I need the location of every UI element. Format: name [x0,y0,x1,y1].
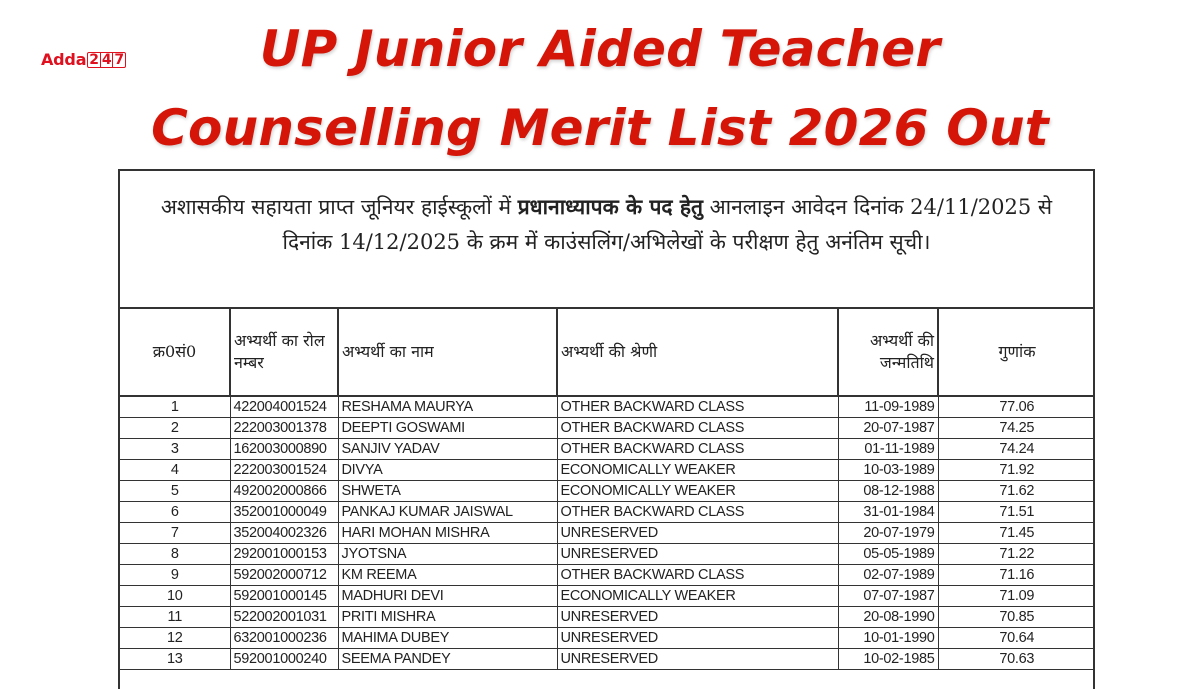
cell-serial: 11 [120,607,230,628]
cell-dob: 10-01-1990 [838,628,938,649]
header-score: गुणांक [938,309,1095,396]
notice-text-bold: प्रधानाध्यापक के पद हेतु [517,194,703,219]
cell-name: HARI MOHAN MISHRA [338,523,557,544]
merit-table [120,309,1095,670]
cell-score: 71.51 [938,502,1095,523]
cell-category: OTHER BACKWARD CLASS [557,418,838,439]
cell-name: SHWETA [338,481,557,502]
cell-score: 74.25 [938,418,1095,439]
cell-name: KM REEMA [338,565,557,586]
cell-roll-number: 422004001524 [230,396,338,418]
cell-name: PRITI MISHRA [338,607,557,628]
cell-roll-number: 492002000866 [230,481,338,502]
cell-serial: 3 [120,439,230,460]
cell-serial: 2 [120,418,230,439]
cell-name: PANKAJ KUMAR JAISWAL [338,502,557,523]
cell-dob: 20-07-1987 [838,418,938,439]
cell-name: MADHURI DEVI [338,586,557,607]
table-row [120,607,1095,628]
merit-list-document [118,169,1095,689]
cell-roll-number: 222003001378 [230,418,338,439]
logo-text: Adda [41,50,87,69]
cell-score: 71.09 [938,586,1095,607]
cell-dob: 02-07-1989 [838,565,938,586]
cell-category: ECONOMICALLY WEAKER [557,460,838,481]
cell-score: 71.45 [938,523,1095,544]
cell-category: UNRESERVED [557,649,838,670]
cell-score: 71.62 [938,481,1095,502]
cell-name: SANJIV YADAV [338,439,557,460]
cell-name: RESHAMA MAURYA [338,396,557,418]
cell-dob: 20-08-1990 [838,607,938,628]
cell-serial: 4 [120,460,230,481]
table-row [120,565,1095,586]
cell-dob: 20-07-1979 [838,523,938,544]
cell-roll-number: 292001000153 [230,544,338,565]
table-row [120,544,1095,565]
cell-dob: 10-02-1985 [838,649,938,670]
cell-serial: 1 [120,396,230,418]
header-dob: अभ्यर्थी की जन्मतिथि [838,309,938,396]
cell-name: DIVYA [338,460,557,481]
cell-serial: 5 [120,481,230,502]
cell-name: SEEMA PANDEY [338,649,557,670]
cell-serial: 7 [120,523,230,544]
cell-category: UNRESERVED [557,523,838,544]
table-row [120,481,1095,502]
header-serial: क्र0सं0 [120,309,230,396]
cell-serial: 10 [120,586,230,607]
table-row [120,439,1095,460]
table-row [120,649,1095,670]
cell-score: 77.06 [938,396,1095,418]
cell-serial: 6 [120,502,230,523]
cell-dob: 01-11-1989 [838,439,938,460]
cell-score: 71.22 [938,544,1095,565]
cell-serial: 8 [120,544,230,565]
header-category: अभ्यर्थी की श्रेणी [557,309,838,396]
cell-serial: 9 [120,565,230,586]
cell-roll-number: 352001000049 [230,502,338,523]
cell-name: MAHIMA DUBEY [338,628,557,649]
table-row [120,586,1095,607]
table-row [120,460,1095,481]
cell-score: 71.16 [938,565,1095,586]
cell-roll-number: 592002000712 [230,565,338,586]
cell-roll-number: 592001000145 [230,586,338,607]
cell-category: UNRESERVED [557,628,838,649]
notice-text-1: अशासकीय सहायता प्राप्त जूनियर हाईस्कूलों में [160,195,518,219]
cell-category: OTHER BACKWARD CLASS [557,502,838,523]
cell-name: JYOTSNA [338,544,557,565]
headline-line-2: Counselling Merit List 2026 Out [151,99,1049,157]
cell-roll-number: 522002001031 [230,607,338,628]
cell-score: 71.92 [938,460,1095,481]
cell-score: 70.63 [938,649,1095,670]
cell-roll-number: 632001000236 [230,628,338,649]
cell-dob: 10-03-1989 [838,460,938,481]
cell-score: 70.64 [938,628,1095,649]
cell-category: UNRESERVED [557,544,838,565]
cell-roll-number: 162003000890 [230,439,338,460]
notice-heading [120,171,1093,309]
cell-category: OTHER BACKWARD CLASS [557,439,838,460]
cell-dob: 31-01-1984 [838,502,938,523]
cell-category: OTHER BACKWARD CLASS [557,565,838,586]
cell-dob: 05-05-1989 [838,544,938,565]
cell-dob: 08-12-1988 [838,481,938,502]
notice-text-2: आनलाइन आवेदन दिनांक 24/11/2025 से दिनांक 14/12/2025 के क्रम में काउंसलिंग/अभिलेखों के परीक्षण हेतु अनंतिम सूची। [282,195,1053,254]
cell-score: 74.24 [938,439,1095,460]
table-row [120,418,1095,439]
header-name: अभ्यर्थी का नाम [338,309,557,396]
cell-dob: 07-07-1987 [838,586,938,607]
cell-category: ECONOMICALLY WEAKER [557,586,838,607]
table-row [120,523,1095,544]
cell-category: ECONOMICALLY WEAKER [557,481,838,502]
table-header-row [120,309,1095,396]
logo-digits: 2 4 7 [89,51,124,68]
table-row [120,396,1095,418]
cell-category: UNRESERVED [557,607,838,628]
cell-roll-number: 592001000240 [230,649,338,670]
headline-line-1: UP Junior Aided Teacher [259,20,941,78]
cell-category: OTHER BACKWARD CLASS [557,396,838,418]
table-row [120,628,1095,649]
header-roll-number: अभ्यर्थी का रोल नम्बर [230,309,338,396]
cell-serial: 12 [120,628,230,649]
cell-roll-number: 222003001524 [230,460,338,481]
cell-roll-number: 352004002326 [230,523,338,544]
cell-name: DEEPTI GOSWAMI [338,418,557,439]
cell-score: 70.85 [938,607,1095,628]
table-row [120,502,1095,523]
cell-dob: 11-09-1989 [838,396,938,418]
cell-serial: 13 [120,649,230,670]
